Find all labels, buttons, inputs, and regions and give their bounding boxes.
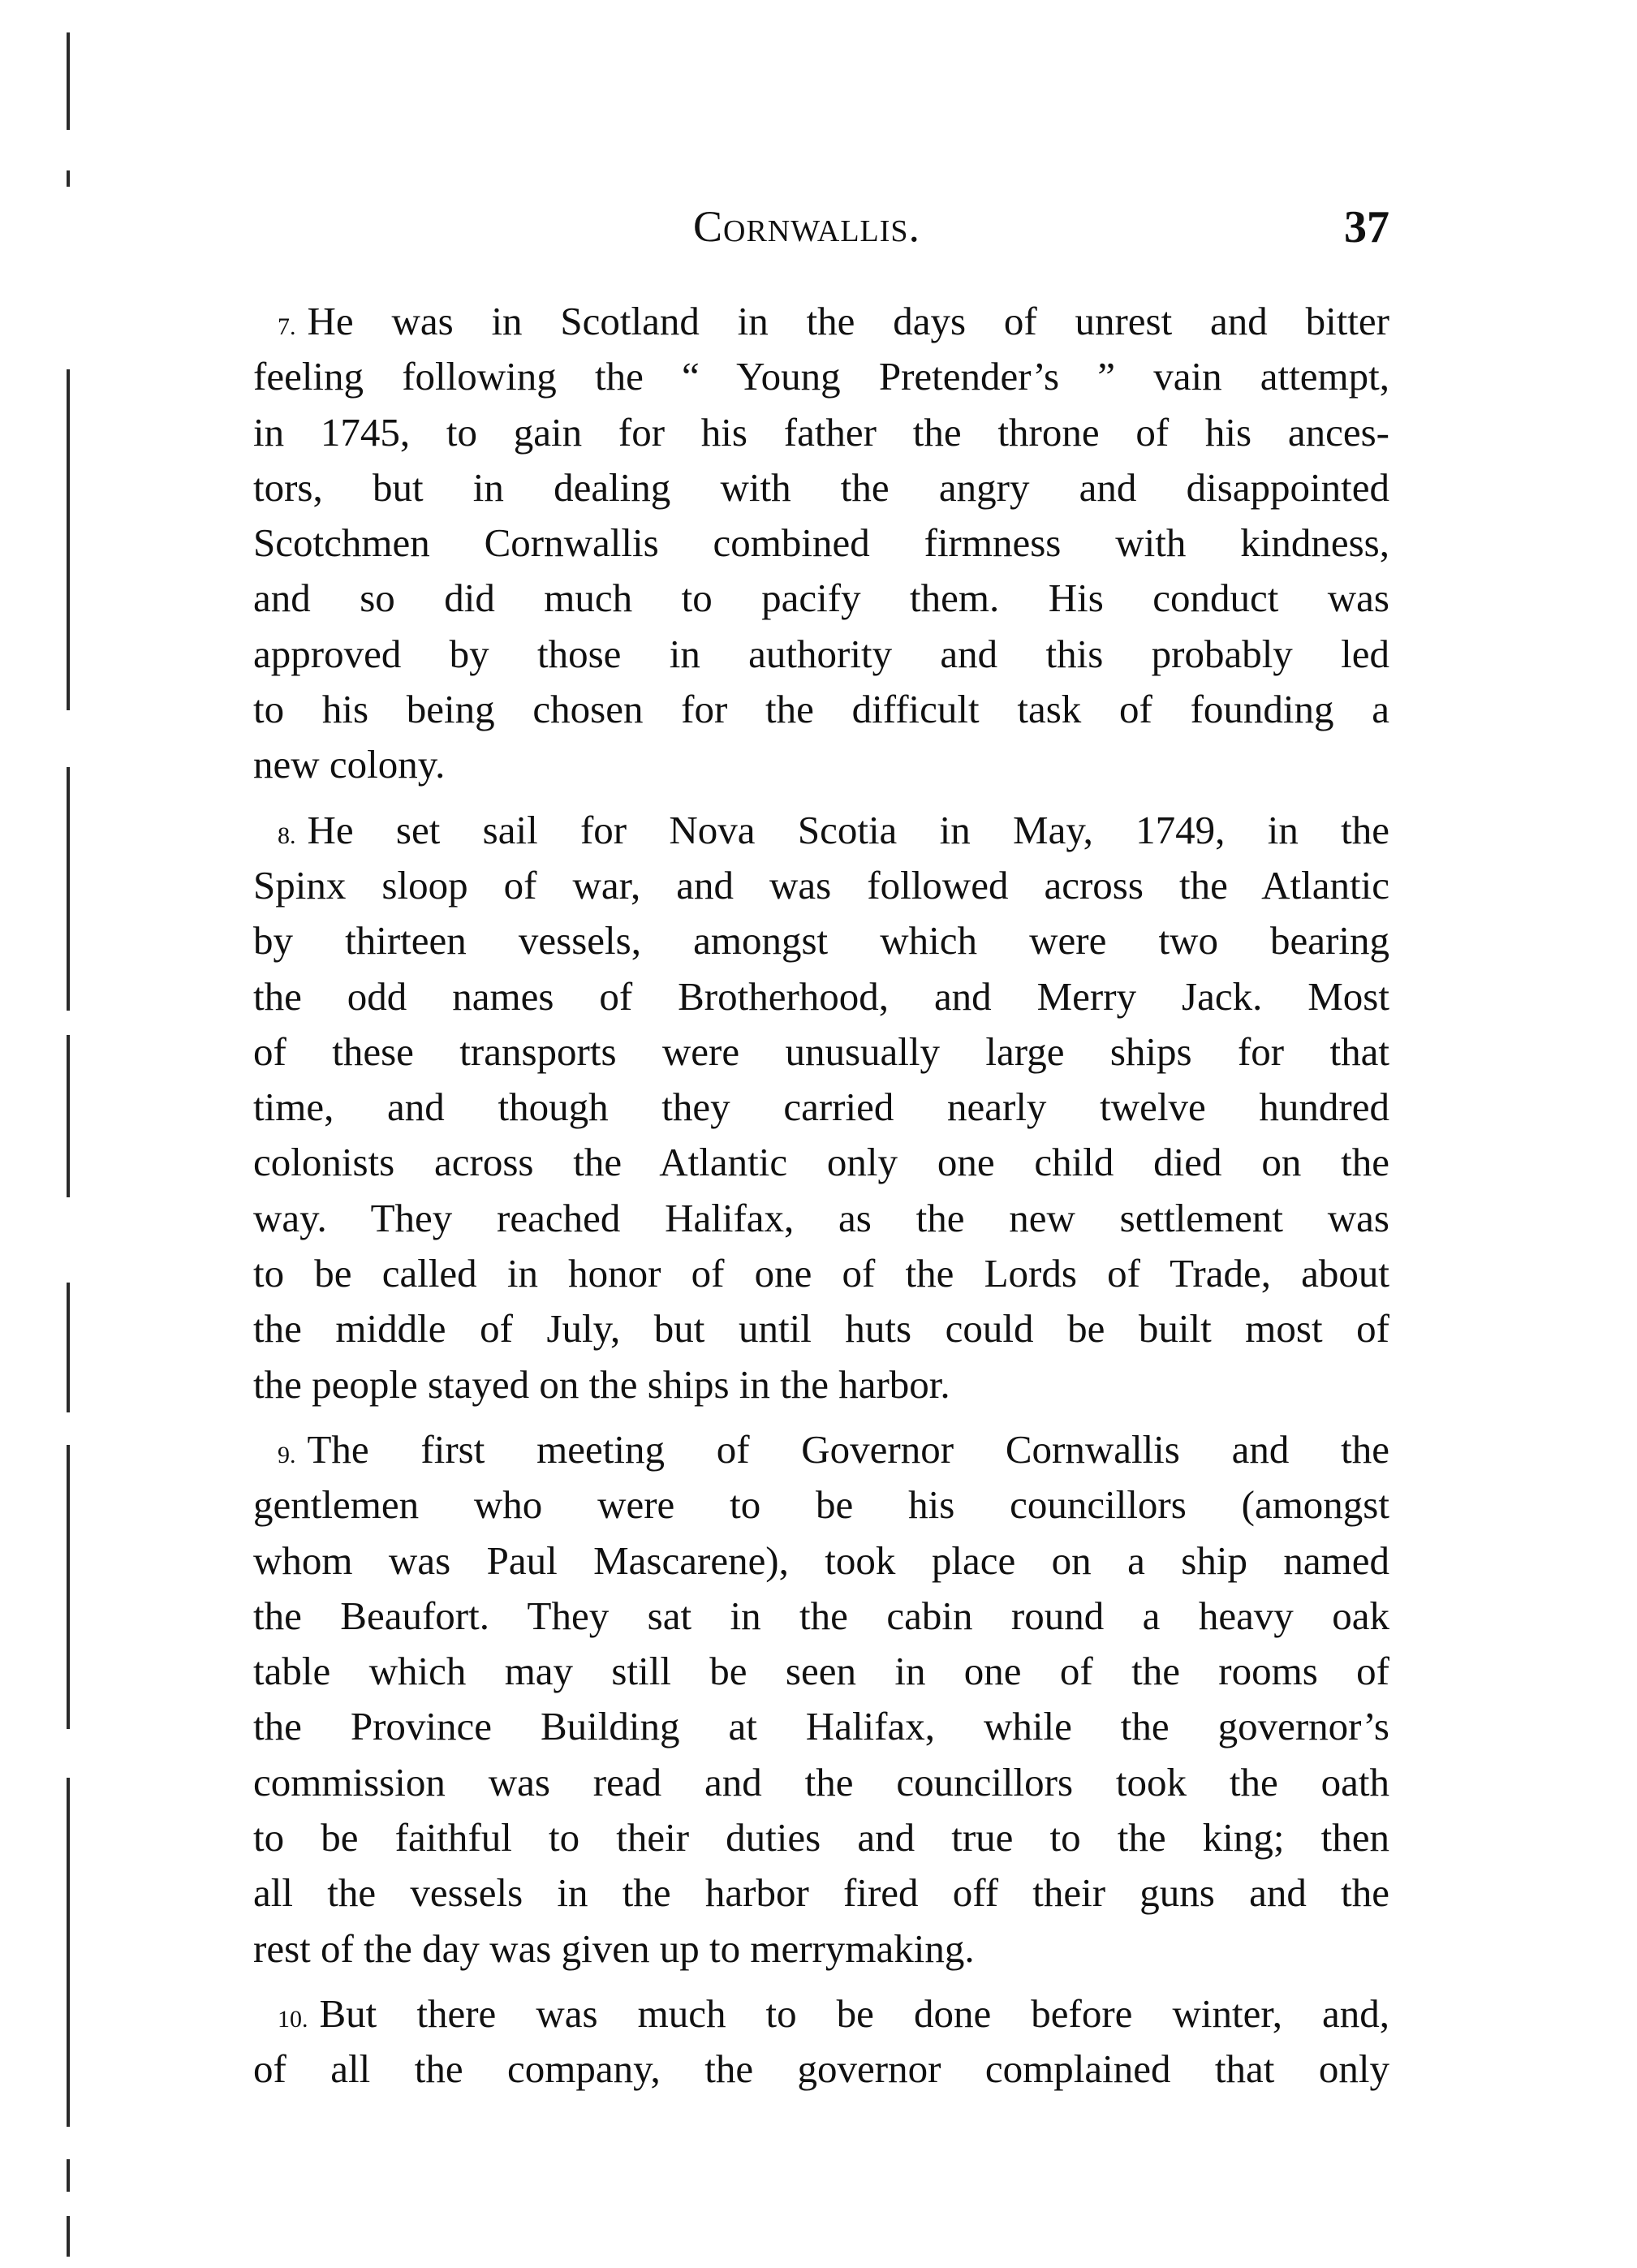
text-line: to his being chosen for the difficult task of founding a — [253, 687, 1389, 732]
scan-edge-mark — [67, 767, 70, 1011]
text-line: the Beaufort. They sat in the cabin round a heavy oak — [253, 1593, 1389, 1638]
text-line: approved by those in authority and this probably led — [253, 631, 1389, 676]
text-line: by thirteen vessels, amongst which were two bearing — [253, 918, 1389, 964]
text-line: table which may still be seen in one of the rooms of — [253, 1649, 1389, 1694]
text-line: 9. The first meeting of Governor Cornwallis and the — [278, 1426, 1389, 1472]
text-line: commission was read and the councillors took the oath — [253, 1759, 1389, 1804]
text-line: in 1745, to gain for his father the throne of his ances- — [253, 409, 1389, 455]
text-line: to be faithful to their duties and true to the king; then — [253, 1815, 1389, 1861]
paragraph-number: 8. — [278, 821, 296, 849]
scan-edge-mark — [67, 2159, 70, 2192]
page-header — [253, 201, 1389, 266]
scan-edge-mark — [67, 32, 70, 130]
text-line: to be called in honor of one of the Lords of Trade, about — [253, 1251, 1389, 1296]
scan-edge-mark — [67, 1445, 70, 1729]
text-line: time, and though they carried nearly twelve hundred — [253, 1084, 1389, 1130]
text-line: the middle of July, but until huts could be built most of — [253, 1306, 1389, 1352]
scan-edge-mark — [67, 170, 70, 187]
paragraph-10 — [253, 1986, 1389, 2098]
page-number: 37 — [1344, 202, 1389, 252]
text-line: and so did much to pacify them. His conduct was — [253, 576, 1389, 621]
text-line: the Province Building at Halifax, while the governor’s — [253, 1704, 1389, 1749]
text-line: the odd names of Brotherhood, and Merry Jack. Most — [253, 973, 1389, 1019]
paragraph-number: 10. — [278, 2005, 308, 2033]
text-line: Spinx sloop of war, and was followed across the Atlantic — [253, 862, 1389, 908]
text-line: 8. He set sail for Nova Scotia in May, 1749, in the — [278, 807, 1389, 852]
paragraph-number: 9. — [278, 1441, 296, 1468]
text-line: whom was Paul Mascarene), took place on a ship named — [253, 1537, 1389, 1583]
text-line: new colony. — [253, 742, 446, 787]
running-head: Cornwallis. — [693, 202, 921, 251]
scan-edge-mark — [67, 1778, 70, 2127]
text-line: tors, but in dealing with the angry and disappointed — [253, 464, 1389, 510]
body-text — [253, 294, 1389, 2107]
paragraph-7 — [253, 294, 1389, 793]
text-line: the people stayed on the ships in the harbor. — [253, 1361, 950, 1407]
scan-edge-mark — [67, 369, 70, 710]
text-line: all the vessels in the harbor fired off their guns and the — [253, 1870, 1389, 1916]
text-line: Scotchmen Cornwallis combined firmness with kindness, — [253, 520, 1389, 566]
text-line: feeling following the “ Young Pretender’s ” vain attempt, — [253, 354, 1389, 399]
paragraph-8 — [253, 803, 1389, 1412]
paragraph-9 — [253, 1422, 1389, 1977]
text-line: way. They reached Halifax, as the new settlement was — [253, 1195, 1389, 1240]
scan-edge-mark — [67, 1283, 70, 1412]
scan-edge-mark — [67, 1035, 70, 1197]
text-line: of these transports were unusually large ships for that — [253, 1028, 1389, 1074]
text-line: rest of the day was given up to merrymaking. — [253, 1925, 975, 1971]
text-line: 10. But there was much to be done before winter, and, — [278, 1990, 1389, 2036]
text-line: of all the company, the governor complained that only — [253, 2046, 1389, 2092]
text-line: 7. He was in Scotland in the days of unrest and bitter — [278, 299, 1389, 343]
scan-edge-mark — [67, 2216, 70, 2257]
paragraph-number: 7. — [278, 313, 296, 340]
text-line: colonists across the Atlantic only one child died on the — [253, 1140, 1389, 1185]
text-line: gentlemen who were to be his councillors (amongst — [253, 1482, 1389, 1528]
